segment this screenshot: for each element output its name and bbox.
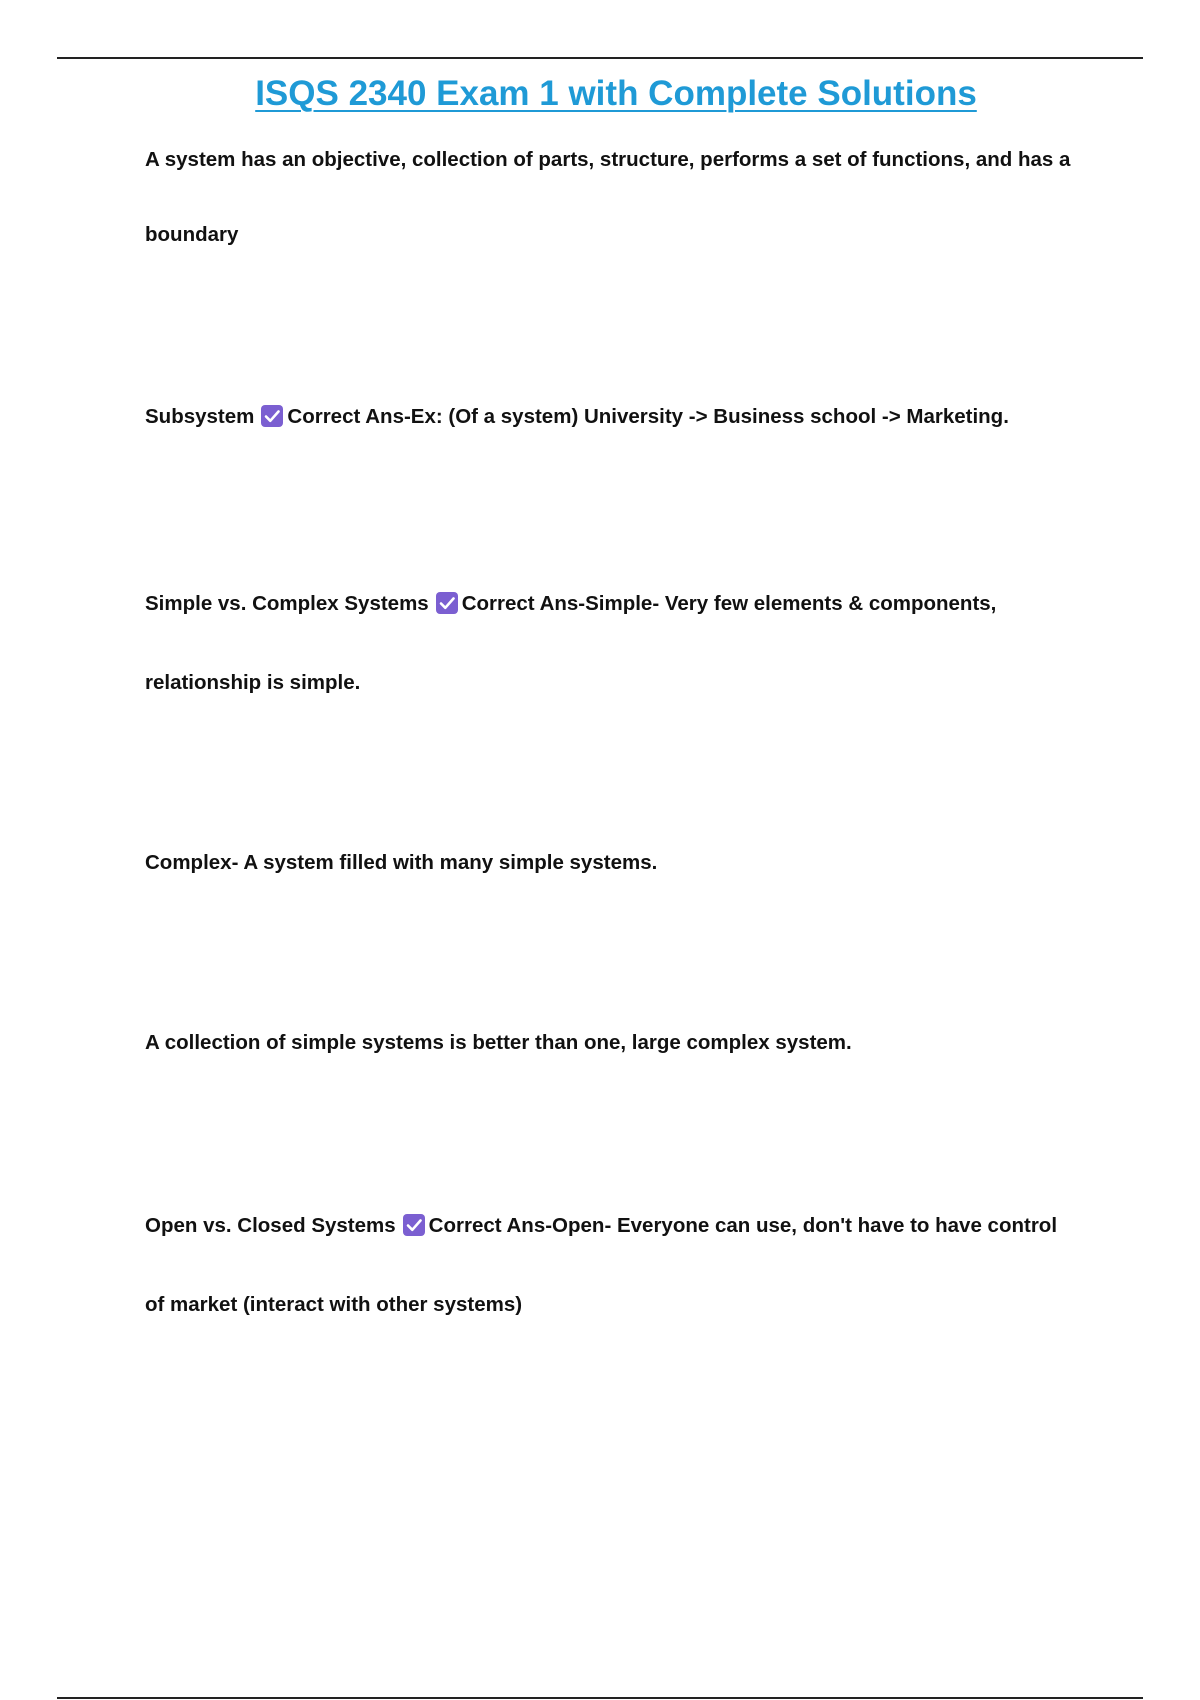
entry-term: Open vs. Closed Systems bbox=[145, 1214, 396, 1237]
document-title: ISQS 2340 Exam 1 with Complete Solutions bbox=[255, 74, 977, 113]
entry-continuation: A collection of simple systems is better than one, large complex system. bbox=[145, 1031, 852, 1054]
entry-continuation: Complex- A system filled with many simple systems. bbox=[145, 851, 658, 874]
entry-open-closed bbox=[145, 1213, 1057, 1239]
entry-term: Subsystem bbox=[145, 405, 255, 428]
top-rule bbox=[57, 57, 1143, 59]
entry-subsystem bbox=[145, 404, 1009, 430]
checkbox-checked-icon bbox=[402, 1213, 426, 1237]
entry-continuation: relationship is simple. bbox=[145, 671, 361, 694]
intro-line-2: boundary bbox=[145, 223, 239, 246]
entry-simple-complex bbox=[145, 591, 996, 617]
bottom-rule bbox=[57, 1697, 1143, 1699]
entry-answer: Correct Ans-Ex: (Of a system) University -> Business school -> Marketing. bbox=[287, 405, 1009, 428]
entry-answer: Correct Ans-Open- Everyone can use, don't have to have control bbox=[428, 1214, 1058, 1237]
entry-answer: Correct Ans-Simple- Very few elements & components, bbox=[461, 592, 997, 615]
intro-line-1: A system has an objective, collection of parts, structure, performs a set of functions, and has a bbox=[145, 148, 1071, 171]
entry-continuation: of market (interact with other systems) bbox=[145, 1293, 523, 1316]
checkbox-checked-icon bbox=[435, 591, 459, 615]
checkbox-checked-icon bbox=[260, 404, 284, 428]
entry-term: Simple vs. Complex Systems bbox=[145, 592, 429, 615]
